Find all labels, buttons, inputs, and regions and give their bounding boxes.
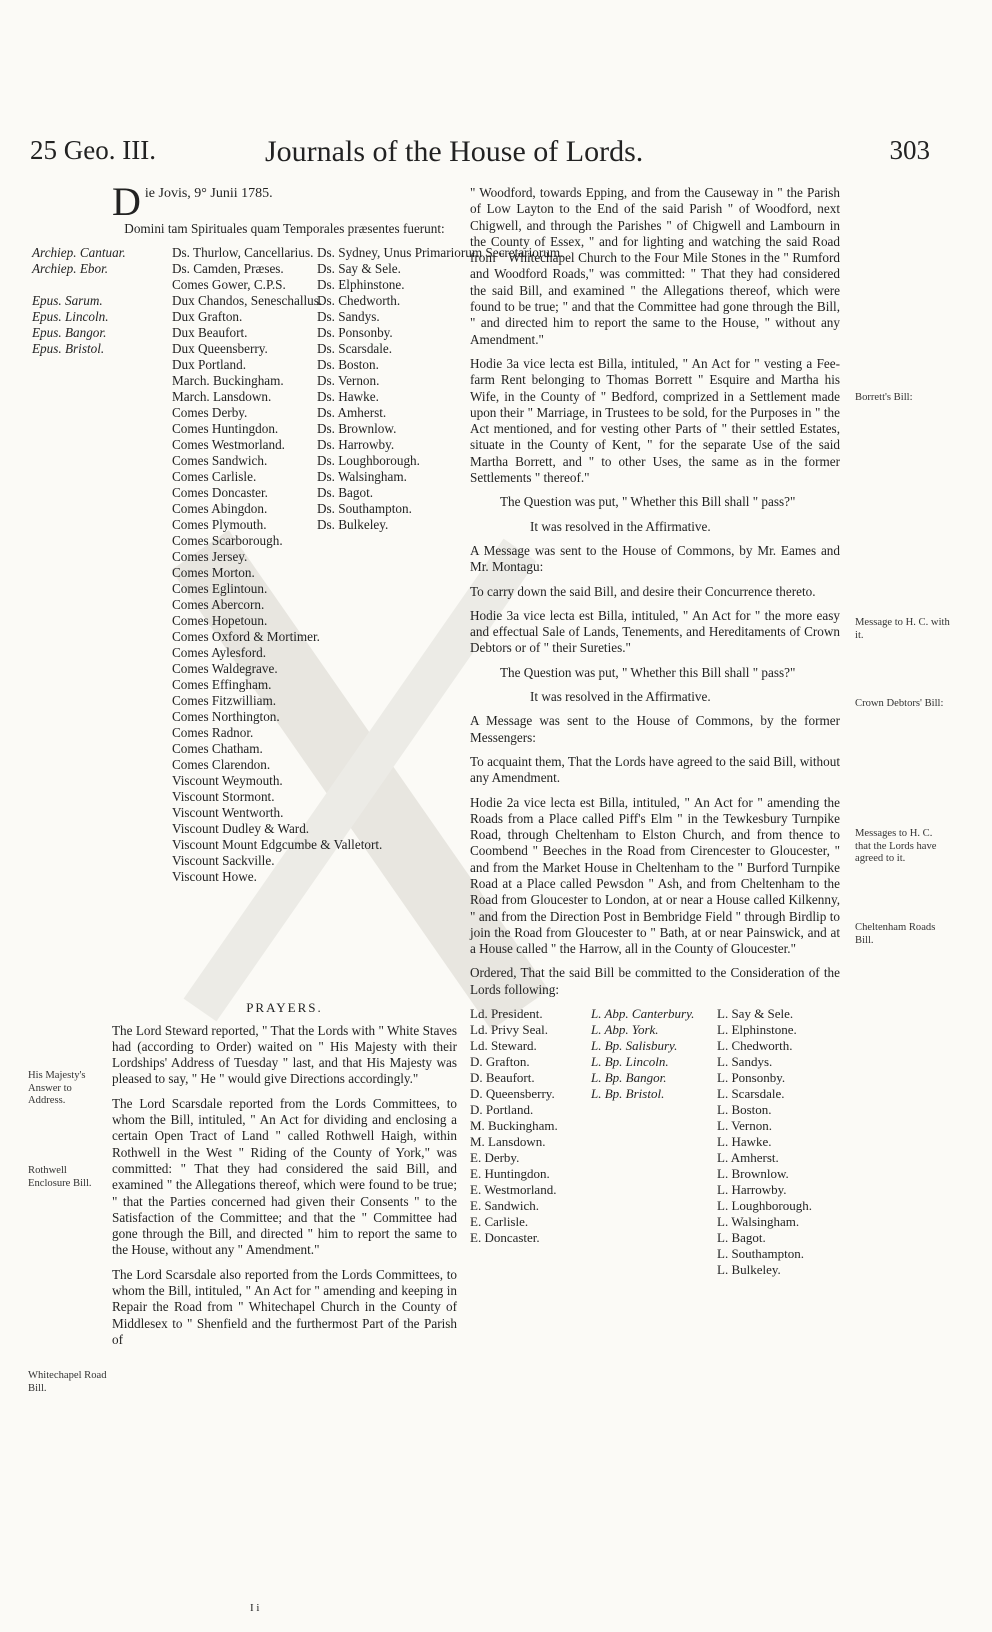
name-entry: L. Abp. Canterbury. — [591, 1006, 695, 1022]
name-entry: Comes Westmorland. — [172, 437, 285, 453]
name-entry: Comes Effingham. — [172, 677, 272, 693]
name-entry: L. Bp. Lincoln. — [591, 1054, 669, 1070]
name-entry: Comes Huntingdon. — [172, 421, 279, 437]
name-entry: Ds. Chedworth. — [317, 293, 401, 309]
name-entry: L. Harrowby. — [717, 1182, 787, 1198]
name-entry: L. Brownlow. — [717, 1166, 789, 1182]
name-entry: M. Lansdown. — [470, 1134, 546, 1150]
name-entry: E. Carlisle. — [470, 1214, 529, 1230]
name-entry: Ld. Privy Seal. — [470, 1022, 548, 1038]
right-column — [470, 185, 840, 1278]
page-header — [30, 135, 930, 175]
name-entry: L. Scarsdale. — [717, 1086, 785, 1102]
margin-whitechapel: Whitechapel Road Bill. — [28, 1370, 107, 1394]
name-entry: L. Hawke. — [717, 1134, 772, 1150]
name-entry: March. Buckingham. — [172, 373, 284, 389]
name-entry: Dux Queensberry. — [172, 341, 268, 357]
name-entry: Ds. Say & Sele. — [317, 261, 401, 277]
name-entry: Comes Doncaster. — [172, 485, 268, 501]
name-entry: Comes Oxford & Mortimer. — [172, 629, 320, 645]
spiritual-lords-list — [32, 245, 142, 357]
name-entry: Comes Hopetoun. — [172, 613, 268, 629]
committee-list-c — [717, 1006, 837, 1278]
name-entry: D. Beaufort. — [470, 1070, 535, 1086]
name-entry: E. Westmorland. — [470, 1182, 557, 1198]
name-entry: M. Buckingham. — [470, 1118, 558, 1134]
name-entry: L. Sandys. — [717, 1054, 773, 1070]
para-whitechapel: The Lord Scarsdale also reported from the Lords Committees, to whom the Bill, intituled, " An Act for " amending and keeping in Repair the Road from " Whitechapel Church in the County of Middlesex to " Shenfield and the furthermost Part of the Parish of — [112, 1266, 457, 1347]
para-cheltenham: Hodie 2a vice lecta est Billa, intituled, " An Act for " amending the Roads from a Place called Piff's Elm " in the Tewkesbury Turnpike Road, through Cheltenham to Elston Church, and from thence to Coombend " Beeches in the Road from Cirencester to Gloucester, " and from the Market House in Cheltenham to the " Burford Turnpike Road at a Place called Pewsdon " Ash, and from Cheltenham to the Road from Gloucester to London, at or near a House called Kilkenny, " and from the Direction Post in Bembridge Field " through Birdlip to join the Road from Gloucester to " Bath, at or near Painswick, and at a House called " the Harrow, all in the County of Gloucester." — [470, 794, 840, 957]
name-entry: Comes Sandwich. — [172, 453, 268, 469]
margin-messages-hc: Messages to H. C. that the Lords have agreed to it. — [855, 828, 937, 864]
name-entry: Ds. Thurlow, Cancellarius. — [172, 245, 314, 261]
name-entry: Ds. Hawke. — [317, 389, 379, 405]
name-entry: E. Derby. — [470, 1150, 520, 1166]
name-entry: L. Boston. — [717, 1102, 772, 1118]
name-entry: Ds. Sandys. — [317, 309, 380, 325]
name-entry: Dux Grafton. — [172, 309, 243, 325]
name-entry: Comes Abingdon. — [172, 501, 268, 517]
margin-majesty: His Majesty's Answer to Address. — [28, 1070, 86, 1106]
margin-cheltenham: Cheltenham Roads Bill. — [855, 922, 936, 946]
name-entry: Ds. Sydney, Unus Primariorum Secretariorum. — [317, 245, 564, 261]
name-entry: Viscount Mount Edgcumbe & Valletort. — [172, 837, 383, 853]
date-line: D ie Jovis, 9° Junii 1785. — [112, 179, 273, 224]
committee-list-b — [591, 1006, 711, 1278]
name-entry: Viscount Howe. — [172, 869, 257, 885]
question-1: The Question was put, " Whether this Bill shall " pass?" — [500, 494, 796, 510]
name-entry: Comes Waldegrave. — [172, 661, 278, 677]
name-entry: Dux Chandos, Seneschallus. — [172, 293, 323, 309]
name-entry: Comes Chatham. — [172, 741, 263, 757]
margin-borrett: Borrett's Bill: — [855, 392, 913, 403]
carry-down: To carry down the said Bill, and desire their Concurrence thereto. — [470, 583, 816, 599]
name-entry: L. Bp. Salisbury. — [591, 1038, 678, 1054]
name-entry: E. Sandwich. — [470, 1198, 539, 1214]
name-entry: Ds. Bulkeley. — [317, 517, 389, 533]
name-entry: E. Doncaster. — [470, 1230, 540, 1246]
margin-rothwell: Rothwell Enclosure Bill. — [28, 1165, 92, 1189]
name-entry: Ld. Steward. — [470, 1038, 537, 1054]
name-entry: Ds. Walsingham. — [317, 469, 407, 485]
name-entry: Epus. Lincoln. — [32, 309, 109, 325]
name-entry: Ds. Boston. — [317, 357, 379, 373]
name-entry: Comes Derby. — [172, 405, 248, 421]
name-entry: L. Bp. Bangor. — [591, 1070, 667, 1086]
name-entry: L. Bp. Bristol. — [591, 1086, 665, 1102]
message-2: A Message was sent to the House of Commons, by the former Messengers: — [470, 713, 840, 745]
name-entry: Comes Plymouth. — [172, 517, 267, 533]
name-entry: Ds. Harrowby. — [317, 437, 395, 453]
name-entry: Epus. Bristol. — [32, 341, 105, 357]
name-entry: L. Southampton. — [717, 1246, 805, 1262]
name-entry: Comes Gower, C.P.S. — [172, 277, 286, 293]
name-entry: Epus. Sarum. — [32, 293, 103, 309]
barons-list — [317, 245, 564, 533]
name-entry: Comes Fitzwilliam. — [172, 693, 277, 709]
name-entry: Comes Jersey. — [172, 549, 248, 565]
committee-lords — [470, 1006, 840, 1278]
para-rothwell: The Lord Scarsdale reported from the Lords Committees, to whom the Bill, intituled, " An Act for dividing and enclosing a certain Open Tract of Land " called Rothwell Haigh, within Rothwell in the West " Riding of the County of York," was committed: " That they had considered the said Bill, and examined " the Allegations thereof, which were found to be true; " that the Parties concerned had given their Consents " to the Satisfaction of the Committee; and that the " Committee had gone through the Bill, and directed " him to report the same to the House, without any " Amendment." — [112, 1095, 457, 1258]
name-entry: Viscount Weymouth. — [172, 773, 283, 789]
name-entry: L. Walsingham. — [717, 1214, 800, 1230]
name-entry: Ds. Southampton. — [317, 501, 412, 517]
signature-mark: I i — [250, 1602, 260, 1614]
name-entry: Comes Aylesford. — [172, 645, 267, 661]
name-entry: L. Say & Sele. — [717, 1006, 794, 1022]
journal-title: Journals of the House of Lords. — [265, 135, 644, 168]
name-entry: Epus. Bangor. — [32, 325, 107, 341]
name-entry: L. Elphinstone. — [717, 1022, 797, 1038]
name-entry: Dux Portland. — [172, 357, 246, 373]
name-entry: Ds. Camden, Præses. — [172, 261, 284, 277]
name-entry: Comes Scarborough. — [172, 533, 283, 549]
margin-crown: Crown Debtors' Bill: — [855, 698, 944, 709]
resolved-2: It was resolved in the Affirmative. — [530, 689, 711, 705]
committee-list-a — [470, 1006, 585, 1278]
ordered: Ordered, That the said Bill be committed to the Consideration of the Lords following: — [470, 965, 840, 997]
para-steward: The Lord Steward reported, " That the Lords with " White Staves had (according to Order) waited on " His Majesty with their Lordships' Address of Tuesday " last, and that His Majesty was pleased to say, " He " would give Directions accordingly." — [112, 1022, 457, 1087]
name-entry: L. Chedworth. — [717, 1038, 793, 1054]
prayers-heading: PRAYERS. — [246, 1000, 323, 1016]
name-entry: E. Huntingdon. — [470, 1166, 550, 1182]
name-entry: Comes Eglintoun. — [172, 581, 268, 597]
name-entry: L. Ponsonby. — [717, 1070, 786, 1086]
para-borrett: Hodie 3a vice lecta est Billa, intituled, " An Act for " vesting a Fee-farm Rent belonging to Thomas Borrett " Esquire and Martha his Wife, in the County of " Bedford, comprized in a Settlement made upon their " Marriage, in Trustees to be sold, for the Purposes in " the Act mentioned, and for vesting other Parts of " their settled Estates, situate in the County of Kent, " for the separate Use of the said Martha Borrett, and " to other Uses, the same as in the former Settlements " thereof." — [470, 355, 840, 486]
name-entry: Comes Morton. — [172, 565, 255, 581]
name-entry: Comes Abercorn. — [172, 597, 265, 613]
name-entry: L. Bagot. — [717, 1230, 766, 1246]
name-entry: Ds. Elphinstone. — [317, 277, 405, 293]
name-entry: L. Abp. York. — [591, 1022, 659, 1038]
name-entry: Archiep. Ebor. — [32, 261, 109, 277]
name-entry: March. Lansdown. — [172, 389, 272, 405]
name-entry: Viscount Sackville. — [172, 853, 275, 869]
name-entry: Ds. Amherst. — [317, 405, 387, 421]
name-entry: Comes Carlisle. — [172, 469, 257, 485]
name-entry: Ds. Brownlow. — [317, 421, 397, 437]
para-continued: " Woodford, towards Epping, and from the Causeway in " the Parish of Low Layton to the End of the said Parish " of Woodford, next Chigwell, and through the Parishes " of Chigwell and Lambourn in the County of Essex, " and for lighting and watching the said Road from " Whitechapel Church to the Four Mile Stones in the " Rumford and Woodford Roads," was committed: " That they had considered the said Bill, and examined " the Allegations thereof, which were found to be true; " and that the Committee had gone through the Bill, " and directed him to report the same to the House, " without any Amendment." — [470, 185, 840, 347]
name-entry: Comes Clarendon. — [172, 757, 271, 773]
name-entry: L. Vernon. — [717, 1118, 773, 1134]
name-entry: Viscount Dudley & Ward. — [172, 821, 310, 837]
name-entry: Comes Radnor. — [172, 725, 254, 741]
name-entry: D. Portland. — [470, 1102, 534, 1118]
name-entry: Ds. Loughborough. — [317, 453, 420, 469]
name-entry: Ds. Bagot. — [317, 485, 374, 501]
name-entry: Ds. Ponsonby. — [317, 325, 393, 341]
name-entry: Viscount Wentworth. — [172, 805, 284, 821]
dropcap: D — [112, 179, 141, 224]
page-number: 303 — [889, 135, 930, 165]
name-entry — [32, 277, 142, 293]
name-entry: D. Queensberry. — [470, 1086, 555, 1102]
name-entry: Viscount Stormont. — [172, 789, 275, 805]
name-entry: L. Amherst. — [717, 1150, 779, 1166]
name-entry: L. Loughborough. — [717, 1198, 812, 1214]
name-entry: Ld. President. — [470, 1006, 543, 1022]
name-entry: L. Bulkeley. — [717, 1262, 781, 1278]
name-entry: Ds. Vernon. — [317, 373, 380, 389]
resolved-1: It was resolved in the Affirmative. — [530, 518, 711, 534]
name-entry: Archiep. Cantuar. — [32, 245, 126, 261]
attendance-list — [32, 245, 564, 990]
question-2: The Question was put, " Whether this Bill shall " pass?" — [500, 664, 796, 680]
message-1: A Message was sent to the House of Commons, by Mr. Eames and Mr. Montagu: — [470, 542, 840, 575]
name-entry: Ds. Scarsdale. — [317, 341, 393, 357]
name-entry: D. Grafton. — [470, 1054, 530, 1070]
acquaint: To acquaint them, That the Lords have agreed to the said Bill, without any Amendment. — [470, 753, 840, 786]
para-crown: Hodie 3a vice lecta est Billa, intituled, " An Act for " the more easy and effectual Sale of Lands, Tenements, and Hereditaments of Crown Debtors or of " their Sureties." — [470, 607, 840, 656]
attendance-line: Domini tam Spirituales quam Temporales præsentes fuerunt: — [124, 221, 445, 236]
margin-message-hc: Message to H. C. with it. — [855, 617, 950, 641]
regnal-year: 25 Geo. III. — [30, 135, 156, 165]
name-entry: Dux Beaufort. — [172, 325, 248, 341]
name-entry: Comes Northington. — [172, 709, 280, 725]
